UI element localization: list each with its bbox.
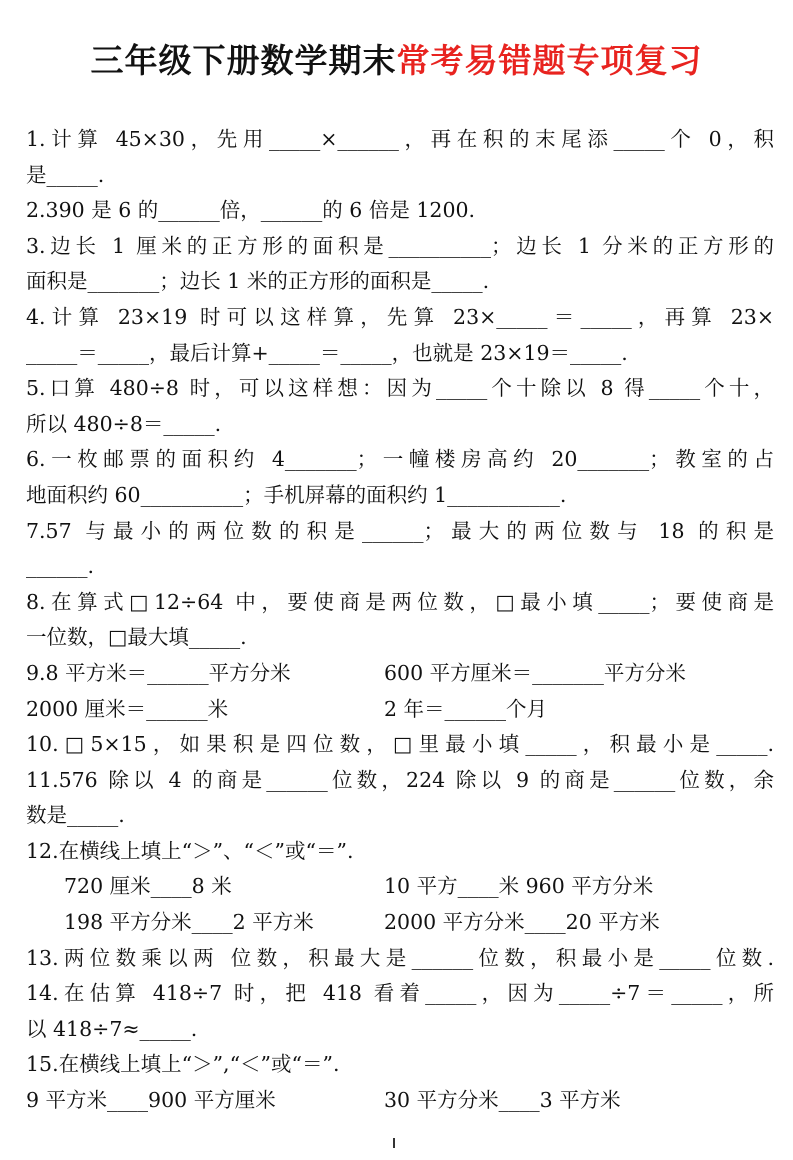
q9-item-left: 9.8 平方米＝______平方分米: [26, 660, 291, 685]
q3-line-2: 面积是_______；边长 1 米的正方形的面积是_____.: [26, 269, 490, 294]
q15-line: 15.在横线上填上“＞”,“＜”或“＝”.: [26, 1052, 340, 1077]
q12-item-left: 198 平方分米____2 平方米: [64, 910, 314, 935]
q9-row-1: [26, 656, 774, 692]
q12-item-right: 2000 平方分米____20 平方米: [384, 910, 660, 935]
question-list: [26, 122, 774, 1119]
q5-line-1: 5.口算 480÷8 时，可以这样想：因为_____个十除以 8 得_____个十，: [26, 376, 774, 401]
q7-line-2: ______.: [26, 554, 95, 579]
q3-line-1: 3.边长 1 厘米的正方形的面积是__________；边长 1 分米的正方形的: [26, 233, 774, 258]
page-number-mark: [393, 1138, 395, 1148]
q12-item-left: 720 厘米____8 米: [64, 874, 232, 899]
q12-item-right: 10 平方____米 960 平方分米: [384, 874, 654, 899]
q14-line-1: 14.在估算 418÷7 时，把 418 看着_____，因为_____÷7＝_____，所: [26, 981, 774, 1006]
q4-line-1: 4.计算 23×19 时可以这样算，先算 23×_____＝_____，再算 23×: [26, 304, 774, 329]
q12-line: 12.在横线上填上“＞”、“＜”或“＝”.: [26, 838, 354, 863]
q15-item-left: 9 平方米____900 平方厘米: [26, 1088, 276, 1113]
q5-line-2: 所以 480÷8＝_____.: [26, 411, 222, 436]
q8-line-2: 一位数，□最大填_____.: [26, 625, 247, 650]
title-black-part: 三年级下册数学期末: [90, 41, 397, 80]
q6-line-1: 6.一枚邮票的面积约 4_______；一幢楼房高约 20_______；教室的占: [26, 447, 774, 472]
q7-line-1: 7.57 与最小的两位数的积是______；最大的两位数与 18 的积是: [26, 518, 774, 543]
q12-row-1: [26, 869, 774, 905]
q8-line-1: 8.在算式□12÷64 中，要使商是两位数，□最小填_____；要使商是: [26, 589, 774, 614]
q1-line-1: 1.计算 45×30，先用_____×______，再在积的末尾添_____个 0，积: [26, 127, 774, 151]
q12-row-2: [26, 905, 774, 941]
q14-line-2: 以 418÷7≈_____.: [26, 1016, 198, 1041]
q11-line-1: 11.576 除以 4 的商是______位数，224 除以 9 的商是______位数，余: [26, 767, 774, 792]
q9-item-left: 2000 厘米＝______米: [26, 696, 229, 721]
q1-line-2: 是_____.: [26, 162, 105, 187]
title-red-part: 常考易错题专项复习: [396, 41, 703, 80]
q9-item-right: 600 平方厘米＝_______平方分米: [384, 660, 686, 685]
q15-item-right: 30 平方分米____3 平方米: [384, 1088, 621, 1113]
q11-line-2: 数是_____.: [26, 803, 125, 828]
page-title: [0, 38, 793, 84]
q4-line-2: _____＝_____，最后计算+_____＝_____，也就是 23×19＝_____.: [26, 340, 628, 365]
q9-row-2: [26, 692, 774, 728]
q2-line: 2.390 是 6 的______倍，______的 6 倍是 1200.: [26, 198, 476, 223]
q15-row: [26, 1083, 774, 1119]
q10-line: 10.□5×15，如果积是四位数，□里最小填_____，积最小是_____.: [26, 732, 774, 757]
q6-line-2: 地面积约 60__________；手机屏幕的面积约 1___________.: [26, 482, 567, 507]
q9-item-right: 2 年＝______个月: [384, 696, 548, 721]
q13-line: 13.两位数乘以两 位数，积最大是______位数，积最小是_____位数.: [26, 945, 774, 970]
